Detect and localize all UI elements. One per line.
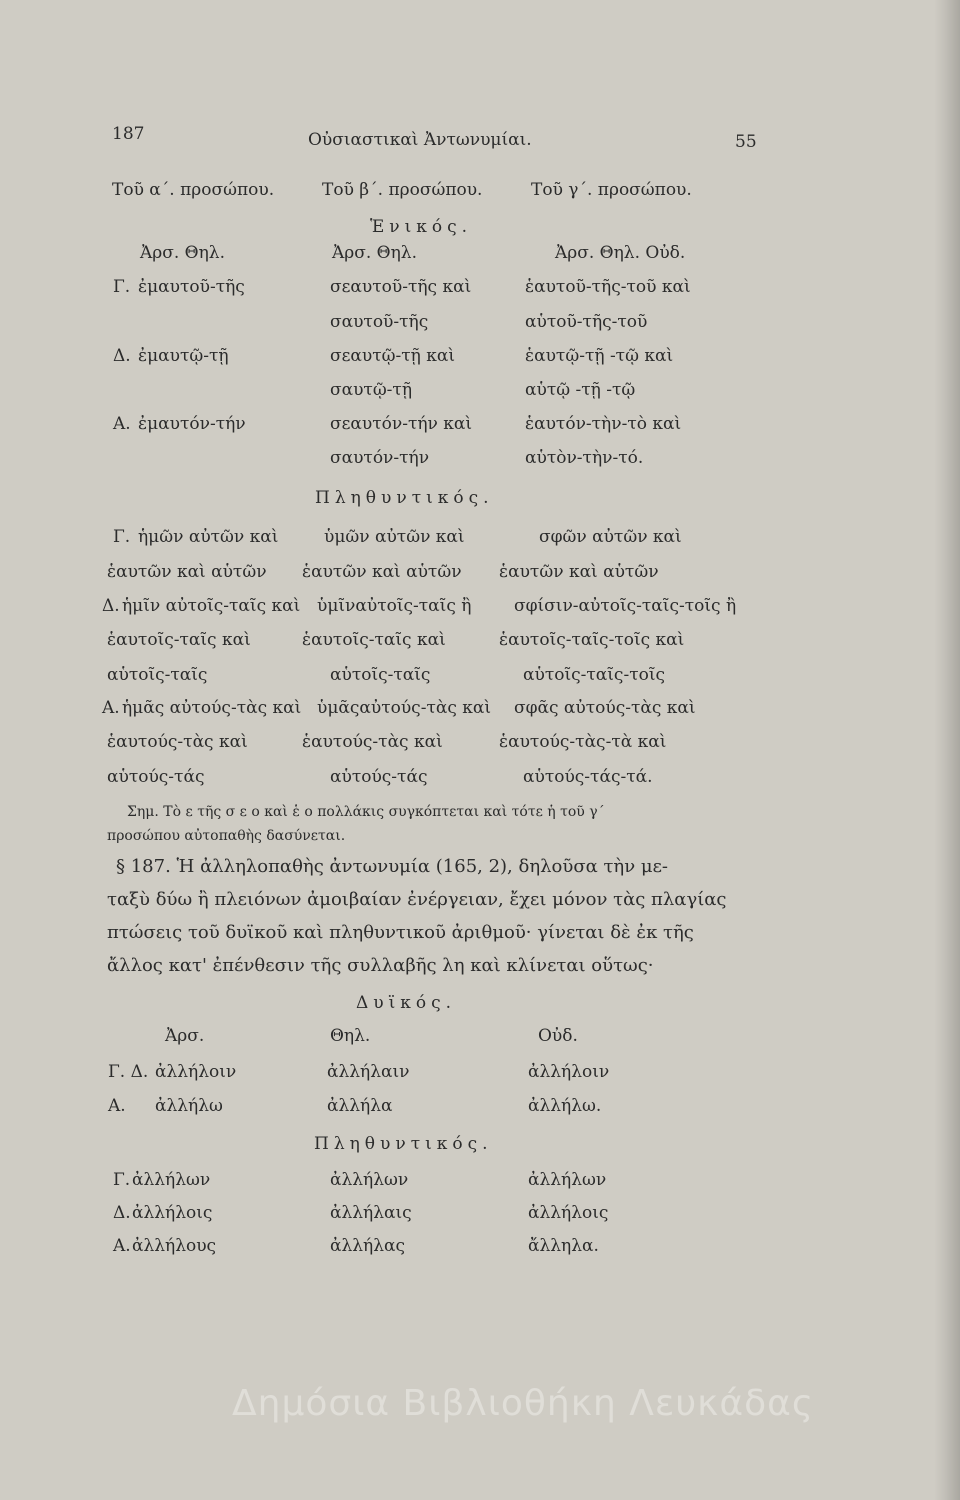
form-second: ἑαυτοῖς-ταῖς καὶ xyxy=(302,630,446,650)
form-third: ἑαυτούς-τὰς-τὰ καὶ xyxy=(499,732,667,752)
form-first: ἑαυτοῖς-ταῖς καὶ xyxy=(107,630,251,650)
form-second: σεαυτῷ-τῇ καὶ xyxy=(330,346,456,366)
form-third: αὑτοῦ-τῆς-τοῦ xyxy=(525,312,648,332)
form-masc: ἀλλήλοιν xyxy=(155,1062,237,1082)
form-second: ἑαυτούς-τὰς καὶ xyxy=(302,732,443,752)
form-first: ἡμᾶς αὐτούς-τὰς καὶ xyxy=(122,698,302,718)
form-fem: ἀλλήλα xyxy=(327,1096,393,1116)
form-third: αὑτῷ -τῇ -τῷ xyxy=(525,380,636,400)
form-first: ἐμαυτῷ-τῇ xyxy=(138,346,229,366)
form-masc: ἀλλήλους xyxy=(132,1236,217,1256)
form-fem: ἀλλήλας xyxy=(330,1236,405,1256)
first-person-heading: Τοῦ α΄. προσώπου. xyxy=(112,180,275,200)
form-third: ἑαυτῶν καὶ αὑτῶν xyxy=(499,562,659,582)
form-neut: ἀλλήλω. xyxy=(528,1096,602,1116)
second-person-heading: Τοῦ β΄. προσώπου. xyxy=(322,180,483,200)
gender-label-second: Ἀρσ. Θηλ. xyxy=(332,243,417,263)
paragraph-line: πτώσεις τοῦ δυϊκοῦ καὶ πληθυντικοῦ ἀριθμοῦ· γίνεται δὲ ἐκ τῆς xyxy=(107,922,694,943)
form-first: ἐμαυτόν-τήν xyxy=(138,414,246,434)
form-second: ὑμῶν αὐτῶν καὶ xyxy=(324,527,465,547)
form-second: ὑμᾶςαὐτούς-τὰς καὶ xyxy=(317,698,492,718)
form-third: σφῶν αὐτῶν καὶ xyxy=(539,527,682,547)
gender-label-fem: Θηλ. xyxy=(330,1026,371,1046)
form-second: σαυτοῦ-τῆς xyxy=(330,312,429,332)
gender-label-masc: Ἀρσ. xyxy=(165,1026,205,1046)
form-fem: ἀλλήλαιν xyxy=(327,1062,410,1082)
form-second: ἑαυτῶν καὶ αὑτῶν xyxy=(302,562,462,582)
plural-heading: Πληθυντικός. xyxy=(315,488,494,508)
case-label: Α. xyxy=(113,1236,131,1256)
note-line: προσώπου αὐτοπαθὴς δασύνεται. xyxy=(107,828,346,844)
case-label: Γ. xyxy=(113,1170,131,1190)
form-second: αὑτοῖς-ταῖς xyxy=(330,665,431,685)
form-first: ἡμῖν αὐτοῖς-ταῖς καὶ xyxy=(122,596,301,616)
gender-label-neut: Οὐδ. xyxy=(538,1026,578,1046)
dual-heading: Δυϊκός. xyxy=(356,993,457,1013)
case-label: Δ. xyxy=(113,1203,131,1223)
case-label: Α. xyxy=(113,414,131,434)
form-first: αὑτοῖς-ταῖς xyxy=(107,665,208,685)
form-second: αὑτούς-τάς xyxy=(330,767,428,787)
form-first: ἡμῶν αὐτῶν καὶ xyxy=(138,527,279,547)
form-first: ἑαυτῶν καὶ αὑτῶν xyxy=(107,562,267,582)
paragraph-line: § 187. Ἡ ἀλληλοπαθὴς ἀντωνυμία (165, 2), δηλοῦσα τὴν με- xyxy=(116,856,668,877)
form-second: σαυτόν-τήν xyxy=(330,448,430,468)
form-second: σεαυτοῦ-τῆς καὶ xyxy=(330,277,472,297)
form-masc: ἀλλήλοις xyxy=(132,1203,213,1223)
gender-label-third: Ἀρσ. Θηλ. Οὐδ. xyxy=(555,243,686,263)
page-number: 55 xyxy=(735,132,757,152)
gender-label-first: Ἀρσ. Θηλ. xyxy=(140,243,225,263)
form-third: αὑτούς-τάς-τά. xyxy=(523,767,653,787)
form-first: ἐμαυτοῦ-τῆς xyxy=(138,277,245,297)
form-third: αὑτοῖς-ταῖς-τοῖς xyxy=(523,665,666,685)
form-third: σφᾶς αὐτούς-τὰς καὶ xyxy=(514,698,696,718)
form-third: ἑαυτοῖς-ταῖς-τοῖς καὶ xyxy=(499,630,685,650)
paragraph-line: ἄλλος κατ' ἐπένθεσιν τῆς συλλαβῆς λη καὶ κλίνεται οὕτως· xyxy=(107,955,654,976)
note-line: Σημ. Τὸ ε τῆς σ ε ο καὶ ἑ ο πολλάκις συγκόπτεται καὶ τότε ἡ τοῦ γ΄ xyxy=(127,804,605,820)
case-label: Δ. xyxy=(102,596,120,616)
form-fem: ἀλλήλαις xyxy=(330,1203,412,1223)
form-second: ὑμῖναὐτοῖς-ταῖς ἢ xyxy=(317,596,472,616)
library-watermark: Δημόσια Βιβλιοθήκη Λευκάδας xyxy=(232,1383,814,1424)
form-masc: ἀλλήλων xyxy=(132,1170,211,1190)
form-second: σεαυτόν-τήν καὶ xyxy=(330,414,473,434)
form-second: σαυτῷ-τῇ xyxy=(330,380,413,400)
case-label: Γ. Δ. xyxy=(108,1062,149,1082)
paragraph-line: ταξὺ δύω ἢ πλειόνων ἀμοιβαίαν ἐνέργειαν, ἔχει μόνον τὰς πλαγίας xyxy=(107,889,727,910)
singular-heading: Ἑνικός. xyxy=(370,217,473,237)
form-first: ἑαυτούς-τὰς καὶ xyxy=(107,732,248,752)
form-fem: ἀλλήλων xyxy=(330,1170,409,1190)
case-label: Γ. xyxy=(113,527,131,547)
form-neut: ἀλλήλων xyxy=(528,1170,607,1190)
form-third: αὑτὸν-τὴν-τό. xyxy=(525,448,644,468)
form-masc: ἀλλήλω xyxy=(155,1096,223,1116)
page-spine-shadow xyxy=(934,0,960,1500)
form-third: ἑαυτῷ-τῇ -τῷ καὶ xyxy=(525,346,674,366)
form-first: αὑτούς-τάς xyxy=(107,767,205,787)
form-neut: ἄλληλα. xyxy=(528,1236,599,1256)
plural2-heading: Πληθυντικός. xyxy=(314,1134,493,1154)
case-label: Α. xyxy=(102,698,120,718)
form-third: ἑαυτοῦ-τῆς-τοῦ καὶ xyxy=(525,277,691,297)
section-number: 187 xyxy=(112,124,145,144)
form-third: ἑαυτόν-τὴν-τὸ καὶ xyxy=(525,414,682,434)
form-neut: ἀλλήλοις xyxy=(528,1203,609,1223)
third-person-heading: Τοῦ γ΄. προσώπου. xyxy=(531,180,692,200)
page-title: Οὐσιαστικαὶ Ἀντωνυμίαι. xyxy=(308,130,532,150)
case-label: Δ. xyxy=(113,346,131,366)
form-third: σφίσιν-αὐτοῖς-ταῖς-τοῖς ἢ xyxy=(514,596,737,616)
case-label: Α. xyxy=(108,1096,126,1116)
form-neut: ἀλλήλοιν xyxy=(528,1062,610,1082)
case-label: Γ. xyxy=(113,277,131,297)
